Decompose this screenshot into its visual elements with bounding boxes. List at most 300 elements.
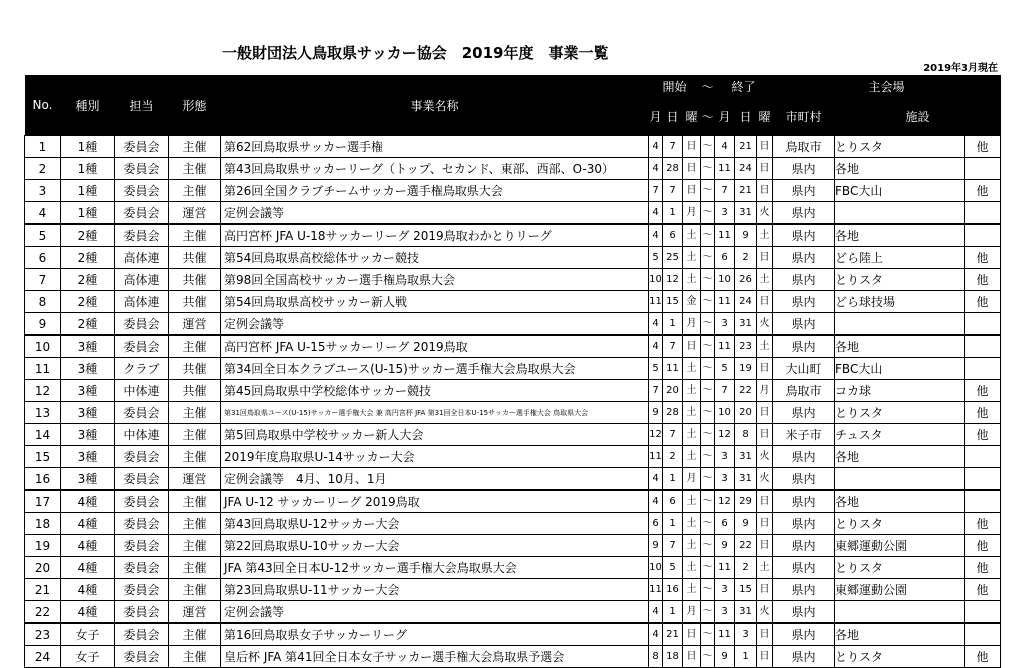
cell-facility-extra [965, 468, 1001, 491]
cell-facility: 東郷運動公園 [835, 579, 965, 601]
cell-city: 鳥取市 [773, 380, 835, 402]
cell-tilde: ～ [701, 291, 715, 313]
cell-owner: 委員会 [115, 158, 169, 180]
cell-end-weekday: 日 [757, 424, 773, 446]
table-row [25, 579, 1001, 601]
cell-category: 女子 [61, 646, 115, 668]
cell-no: 20 [25, 557, 61, 579]
cell-form: 主催 [169, 424, 221, 446]
header-main-venue: 主会場 [773, 75, 1001, 97]
cell-start-day: 1 [663, 313, 683, 336]
cell-no: 22 [25, 601, 61, 624]
header-event-name: 事業名称 [221, 75, 649, 136]
cell-start-weekday: 金 [683, 291, 701, 313]
header-start: 開始 [649, 75, 701, 97]
cell-owner: 委員会 [115, 202, 169, 225]
cell-facility-extra: 他 [965, 269, 1001, 291]
cell-facility-extra: 他 [965, 646, 1001, 668]
cell-form: 主催 [169, 402, 221, 424]
table-row [25, 446, 1001, 468]
cell-end-day: 1 [735, 646, 757, 668]
table-row [25, 646, 1001, 668]
table-row [25, 535, 1001, 557]
cell-end-weekday: 日 [757, 623, 773, 646]
cell-city: 県内 [773, 557, 835, 579]
cell-city: 鳥取市 [773, 136, 835, 158]
cell-facility [835, 202, 965, 225]
cell-owner: 委員会 [115, 446, 169, 468]
cell-start-day: 18 [663, 646, 683, 668]
cell-start-month: 4 [649, 335, 663, 358]
cell-owner: 委員会 [115, 623, 169, 646]
cell-form: 共催 [169, 269, 221, 291]
cell-no: 10 [25, 335, 61, 358]
cell-tilde: ～ [701, 136, 715, 158]
cell-owner: 高体連 [115, 291, 169, 313]
cell-facility: とりスタ [835, 402, 965, 424]
cell-owner: 中体連 [115, 380, 169, 402]
cell-no: 18 [25, 513, 61, 535]
cell-no: 8 [25, 291, 61, 313]
table-row [25, 313, 1001, 336]
cell-facility-extra: 他 [965, 402, 1001, 424]
cell-city: 県内 [773, 579, 835, 601]
cell-category: 2種 [61, 247, 115, 269]
events-table [24, 75, 1001, 668]
cell-tilde: ～ [701, 535, 715, 557]
cell-city: 県内 [773, 623, 835, 646]
cell-end-day: 29 [735, 490, 757, 513]
cell-category: 1種 [61, 136, 115, 158]
cell-end-day: 22 [735, 535, 757, 557]
cell-end-weekday: 日 [757, 402, 773, 424]
cell-facility: コカ球 [835, 380, 965, 402]
cell-start-weekday: 日 [683, 180, 701, 202]
cell-end-weekday: 日 [757, 513, 773, 535]
cell-tilde: ～ [701, 247, 715, 269]
cell-form: 主催 [169, 646, 221, 668]
cell-owner: 委員会 [115, 646, 169, 668]
cell-facility: とりスタ [835, 136, 965, 158]
cell-end-weekday: 月 [757, 380, 773, 402]
cell-facility-extra [965, 490, 1001, 513]
cell-start-month: 4 [649, 623, 663, 646]
cell-form: 主催 [169, 446, 221, 468]
cell-facility-extra: 他 [965, 557, 1001, 579]
cell-start-month: 4 [649, 313, 663, 336]
cell-end-month: 3 [715, 446, 735, 468]
cell-event-name: JFA 第43回全日本U-12サッカー選手権大会鳥取県大会 [221, 557, 649, 579]
cell-end-day: 21 [735, 136, 757, 158]
cell-start-day: 7 [663, 136, 683, 158]
cell-event-name: 第22回鳥取県U-10サッカー大会 [221, 535, 649, 557]
cell-end-weekday: 火 [757, 313, 773, 336]
cell-start-weekday: 土 [683, 446, 701, 468]
cell-start-weekday: 土 [683, 579, 701, 601]
cell-end-day: 2 [735, 247, 757, 269]
cell-owner: 委員会 [115, 224, 169, 247]
cell-start-weekday: 土 [683, 490, 701, 513]
cell-tilde: ～ [701, 224, 715, 247]
cell-tilde: ～ [701, 601, 715, 624]
cell-city: 県内 [773, 335, 835, 358]
cell-facility-extra [965, 202, 1001, 225]
cell-facility: FBC大山 [835, 358, 965, 380]
cell-city: 県内 [773, 313, 835, 336]
cell-end-month: 4 [715, 136, 735, 158]
cell-start-weekday: 土 [683, 535, 701, 557]
cell-event-name: 第23回鳥取県U-11サッカー大会 [221, 579, 649, 601]
cell-category: 4種 [61, 535, 115, 557]
table-row [25, 180, 1001, 202]
cell-tilde: ～ [701, 402, 715, 424]
cell-facility-extra [965, 601, 1001, 624]
cell-end-day: 15 [735, 579, 757, 601]
cell-city: 県内 [773, 535, 835, 557]
cell-start-day: 28 [663, 158, 683, 180]
cell-end-month: 11 [715, 158, 735, 180]
table-row [25, 601, 1001, 624]
cell-event-name: 第54回鳥取県高校総体サッカー競技 [221, 247, 649, 269]
cell-end-month: 3 [715, 202, 735, 225]
cell-tilde: ～ [701, 468, 715, 491]
cell-start-day: 7 [663, 535, 683, 557]
cell-form: 主催 [169, 136, 221, 158]
cell-end-month: 12 [715, 490, 735, 513]
cell-start-weekday: 土 [683, 224, 701, 247]
table-row [25, 513, 1001, 535]
cell-start-month: 11 [649, 446, 663, 468]
cell-facility [835, 468, 965, 491]
cell-end-day: 24 [735, 158, 757, 180]
cell-owner: 委員会 [115, 535, 169, 557]
cell-form: 主催 [169, 224, 221, 247]
cell-end-day: 31 [735, 313, 757, 336]
cell-facility: 東郷運動公園 [835, 535, 965, 557]
cell-form: 主催 [169, 158, 221, 180]
cell-facility-extra [965, 358, 1001, 380]
cell-facility-extra [965, 158, 1001, 180]
cell-end-weekday: 日 [757, 646, 773, 668]
cell-start-day: 7 [663, 335, 683, 358]
cell-end-month: 10 [715, 269, 735, 291]
cell-end-day: 31 [735, 202, 757, 225]
cell-tilde: ～ [701, 623, 715, 646]
cell-category: 3種 [61, 468, 115, 491]
cell-end-day: 31 [735, 468, 757, 491]
cell-owner: 高体連 [115, 247, 169, 269]
table-row [25, 158, 1001, 180]
cell-form: 主催 [169, 535, 221, 557]
cell-end-day: 23 [735, 335, 757, 358]
cell-category: 1種 [61, 158, 115, 180]
cell-start-weekday: 日 [683, 158, 701, 180]
cell-end-day: 22 [735, 380, 757, 402]
cell-end-weekday: 日 [757, 136, 773, 158]
header-start-weekday: 曜 [683, 97, 701, 136]
cell-owner: 委員会 [115, 402, 169, 424]
header-category: 種別 [61, 75, 115, 136]
cell-city: 県内 [773, 269, 835, 291]
cell-event-name: 第5回鳥取県中学校サッカー新人大会 [221, 424, 649, 446]
cell-category: 2種 [61, 313, 115, 336]
cell-end-day: 9 [735, 513, 757, 535]
cell-event-name: 第16回鳥取県女子サッカーリーグ [221, 623, 649, 646]
table-row [25, 335, 1001, 358]
cell-owner: 委員会 [115, 313, 169, 336]
cell-end-month: 3 [715, 601, 735, 624]
cell-form: 主催 [169, 513, 221, 535]
cell-end-weekday: 日 [757, 247, 773, 269]
cell-start-month: 7 [649, 380, 663, 402]
cell-start-month: 4 [649, 468, 663, 491]
cell-start-month: 5 [649, 358, 663, 380]
header-no: No. [25, 75, 61, 136]
cell-start-weekday: 土 [683, 557, 701, 579]
cell-event-name: 第26回全国クラブチームサッカー選手権鳥取県大会 [221, 180, 649, 202]
cell-end-day: 26 [735, 269, 757, 291]
table-row [25, 136, 1001, 158]
cell-no: 15 [25, 446, 61, 468]
cell-owner: 委員会 [115, 601, 169, 624]
header-tilde: ～ [701, 75, 715, 97]
cell-end-weekday: 日 [757, 535, 773, 557]
cell-facility: 各地 [835, 623, 965, 646]
cell-event-name: 第54回鳥取県高校サッカー新人戦 [221, 291, 649, 313]
header-start-day: 日 [663, 97, 683, 136]
cell-owner: 高体連 [115, 269, 169, 291]
cell-form: 主催 [169, 180, 221, 202]
cell-category: 2種 [61, 224, 115, 247]
cell-city: 県内 [773, 291, 835, 313]
cell-no: 11 [25, 358, 61, 380]
cell-facility-extra [965, 623, 1001, 646]
header-facility: 施設 [835, 97, 1001, 136]
cell-start-month: 8 [649, 646, 663, 668]
cell-form: 主催 [169, 623, 221, 646]
cell-event-name: 定例会議等 [221, 313, 649, 336]
cell-event-name: 第31回鳥取県ユース(U-15)サッカー選手権大会 兼 高円宮杯 JFA 第31回全日本U-15サッカー選手権大会 鳥取県大会 [221, 402, 649, 424]
cell-start-weekday: 月 [683, 313, 701, 336]
cell-form: 共催 [169, 291, 221, 313]
cell-start-day: 25 [663, 247, 683, 269]
table-row [25, 380, 1001, 402]
cell-start-month: 4 [649, 601, 663, 624]
cell-facility-extra [965, 313, 1001, 336]
cell-tilde: ～ [701, 180, 715, 202]
cell-end-month: 11 [715, 224, 735, 247]
cell-start-weekday: 月 [683, 468, 701, 491]
cell-city: 県内 [773, 646, 835, 668]
cell-end-month: 3 [715, 468, 735, 491]
cell-end-month: 11 [715, 335, 735, 358]
cell-end-weekday: 火 [757, 601, 773, 624]
cell-no: 3 [25, 180, 61, 202]
cell-facility: 各地 [835, 446, 965, 468]
cell-end-weekday: 日 [757, 291, 773, 313]
cell-tilde: ～ [701, 579, 715, 601]
cell-no: 6 [25, 247, 61, 269]
cell-start-month: 4 [649, 490, 663, 513]
cell-category: 3種 [61, 402, 115, 424]
cell-no: 13 [25, 402, 61, 424]
cell-end-day: 19 [735, 358, 757, 380]
cell-facility: とりスタ [835, 269, 965, 291]
cell-end-month: 11 [715, 623, 735, 646]
cell-start-month: 4 [649, 136, 663, 158]
cell-facility-extra: 他 [965, 424, 1001, 446]
cell-facility-extra: 他 [965, 136, 1001, 158]
cell-end-month: 11 [715, 291, 735, 313]
cell-no: 21 [25, 579, 61, 601]
cell-no: 9 [25, 313, 61, 336]
cell-start-day: 1 [663, 468, 683, 491]
table-row [25, 424, 1001, 446]
table-header [25, 75, 1001, 136]
cell-start-month: 9 [649, 402, 663, 424]
cell-owner: 委員会 [115, 513, 169, 535]
cell-start-weekday: 土 [683, 402, 701, 424]
cell-start-day: 5 [663, 557, 683, 579]
cell-form: 運営 [169, 202, 221, 225]
cell-start-month: 11 [649, 579, 663, 601]
cell-no: 7 [25, 269, 61, 291]
cell-start-day: 15 [663, 291, 683, 313]
cell-end-weekday: 日 [757, 490, 773, 513]
cell-start-weekday: 月 [683, 202, 701, 225]
cell-tilde: ～ [701, 313, 715, 336]
cell-end-month: 6 [715, 247, 735, 269]
cell-start-day: 12 [663, 269, 683, 291]
cell-city: 県内 [773, 224, 835, 247]
cell-tilde: ～ [701, 513, 715, 535]
cell-tilde: ～ [701, 424, 715, 446]
cell-event-name: 高円宮杯 JFA U-15サッカーリーグ 2019鳥取 [221, 335, 649, 358]
cell-end-day: 9 [735, 224, 757, 247]
cell-start-day: 7 [663, 180, 683, 202]
header-owner: 担当 [115, 75, 169, 136]
header-tilde-2: ～ [701, 97, 715, 136]
cell-facility: 各地 [835, 335, 965, 358]
cell-end-weekday: 日 [757, 158, 773, 180]
table-row [25, 269, 1001, 291]
cell-event-name: 第45回鳥取県中学校総体サッカー競技 [221, 380, 649, 402]
cell-facility: 各地 [835, 158, 965, 180]
cell-facility-extra: 他 [965, 291, 1001, 313]
cell-no: 2 [25, 158, 61, 180]
cell-end-day: 3 [735, 623, 757, 646]
cell-city: 県内 [773, 247, 835, 269]
cell-event-name: 定例会議等 [221, 601, 649, 624]
cell-start-day: 11 [663, 358, 683, 380]
cell-category: 3種 [61, 446, 115, 468]
cell-end-weekday: 土 [757, 224, 773, 247]
cell-no: 12 [25, 380, 61, 402]
cell-facility-extra: 他 [965, 247, 1001, 269]
cell-no: 14 [25, 424, 61, 446]
cell-end-day: 31 [735, 446, 757, 468]
cell-end-weekday: 日 [757, 180, 773, 202]
cell-no: 17 [25, 490, 61, 513]
cell-end-weekday: 火 [757, 468, 773, 491]
cell-city: 県内 [773, 446, 835, 468]
cell-end-day: 8 [735, 424, 757, 446]
cell-start-weekday: 日 [683, 136, 701, 158]
cell-start-month: 4 [649, 202, 663, 225]
cell-tilde: ～ [701, 557, 715, 579]
cell-facility-extra: 他 [965, 535, 1001, 557]
cell-event-name: 第34回全日本クラブユース(U-15)サッカー選手権大会鳥取県大会 [221, 358, 649, 380]
cell-start-weekday: 月 [683, 601, 701, 624]
cell-event-name: 第62回鳥取県サッカー選手権 [221, 136, 649, 158]
cell-owner: 委員会 [115, 468, 169, 491]
cell-facility: 各地 [835, 490, 965, 513]
cell-form: 運営 [169, 313, 221, 336]
cell-end-month: 7 [715, 380, 735, 402]
cell-end-day: 20 [735, 402, 757, 424]
cell-category: 2種 [61, 291, 115, 313]
cell-start-weekday: 日 [683, 646, 701, 668]
cell-no: 4 [25, 202, 61, 225]
cell-no: 5 [25, 224, 61, 247]
cell-no: 1 [25, 136, 61, 158]
cell-start-weekday: 土 [683, 424, 701, 446]
cell-city: 県内 [773, 402, 835, 424]
cell-event-name: JFA U-12 サッカーリーグ 2019鳥取 [221, 490, 649, 513]
cell-end-weekday: 火 [757, 446, 773, 468]
cell-start-day: 16 [663, 579, 683, 601]
cell-category: 3種 [61, 358, 115, 380]
cell-facility: FBC大山 [835, 180, 965, 202]
cell-facility-extra: 他 [965, 380, 1001, 402]
cell-start-weekday: 土 [683, 269, 701, 291]
cell-tilde: ～ [701, 269, 715, 291]
cell-start-month: 4 [649, 224, 663, 247]
cell-event-name: 2019年度鳥取県U-14サッカー大会 [221, 446, 649, 468]
header-end-day: 日 [735, 97, 757, 136]
table-body [25, 136, 1001, 668]
cell-owner: クラブ [115, 358, 169, 380]
header-start-month: 月 [649, 97, 663, 136]
cell-end-day: 2 [735, 557, 757, 579]
cell-end-month: 6 [715, 513, 735, 535]
cell-category: 3種 [61, 424, 115, 446]
cell-owner: 委員会 [115, 335, 169, 358]
cell-facility [835, 313, 965, 336]
cell-facility: どら陸上 [835, 247, 965, 269]
header-city: 市町村 [773, 97, 835, 136]
cell-start-weekday: 日 [683, 335, 701, 358]
cell-end-day: 24 [735, 291, 757, 313]
cell-end-month: 11 [715, 557, 735, 579]
as-of-date: 2019年3月現在 [923, 63, 998, 74]
cell-facility [835, 601, 965, 624]
cell-start-weekday: 土 [683, 380, 701, 402]
cell-form: 運営 [169, 601, 221, 624]
cell-facility: とりスタ [835, 513, 965, 535]
header-end-weekday: 曜 [757, 97, 773, 136]
cell-owner: 中体連 [115, 424, 169, 446]
cell-facility-extra: 他 [965, 579, 1001, 601]
cell-city: 大山町 [773, 358, 835, 380]
cell-owner: 委員会 [115, 490, 169, 513]
cell-tilde: ～ [701, 202, 715, 225]
cell-end-weekday: 土 [757, 269, 773, 291]
cell-end-month: 3 [715, 579, 735, 601]
table-row [25, 291, 1001, 313]
cell-start-day: 20 [663, 380, 683, 402]
cell-event-name: 定例会議等 4月、10月、1月 [221, 468, 649, 491]
